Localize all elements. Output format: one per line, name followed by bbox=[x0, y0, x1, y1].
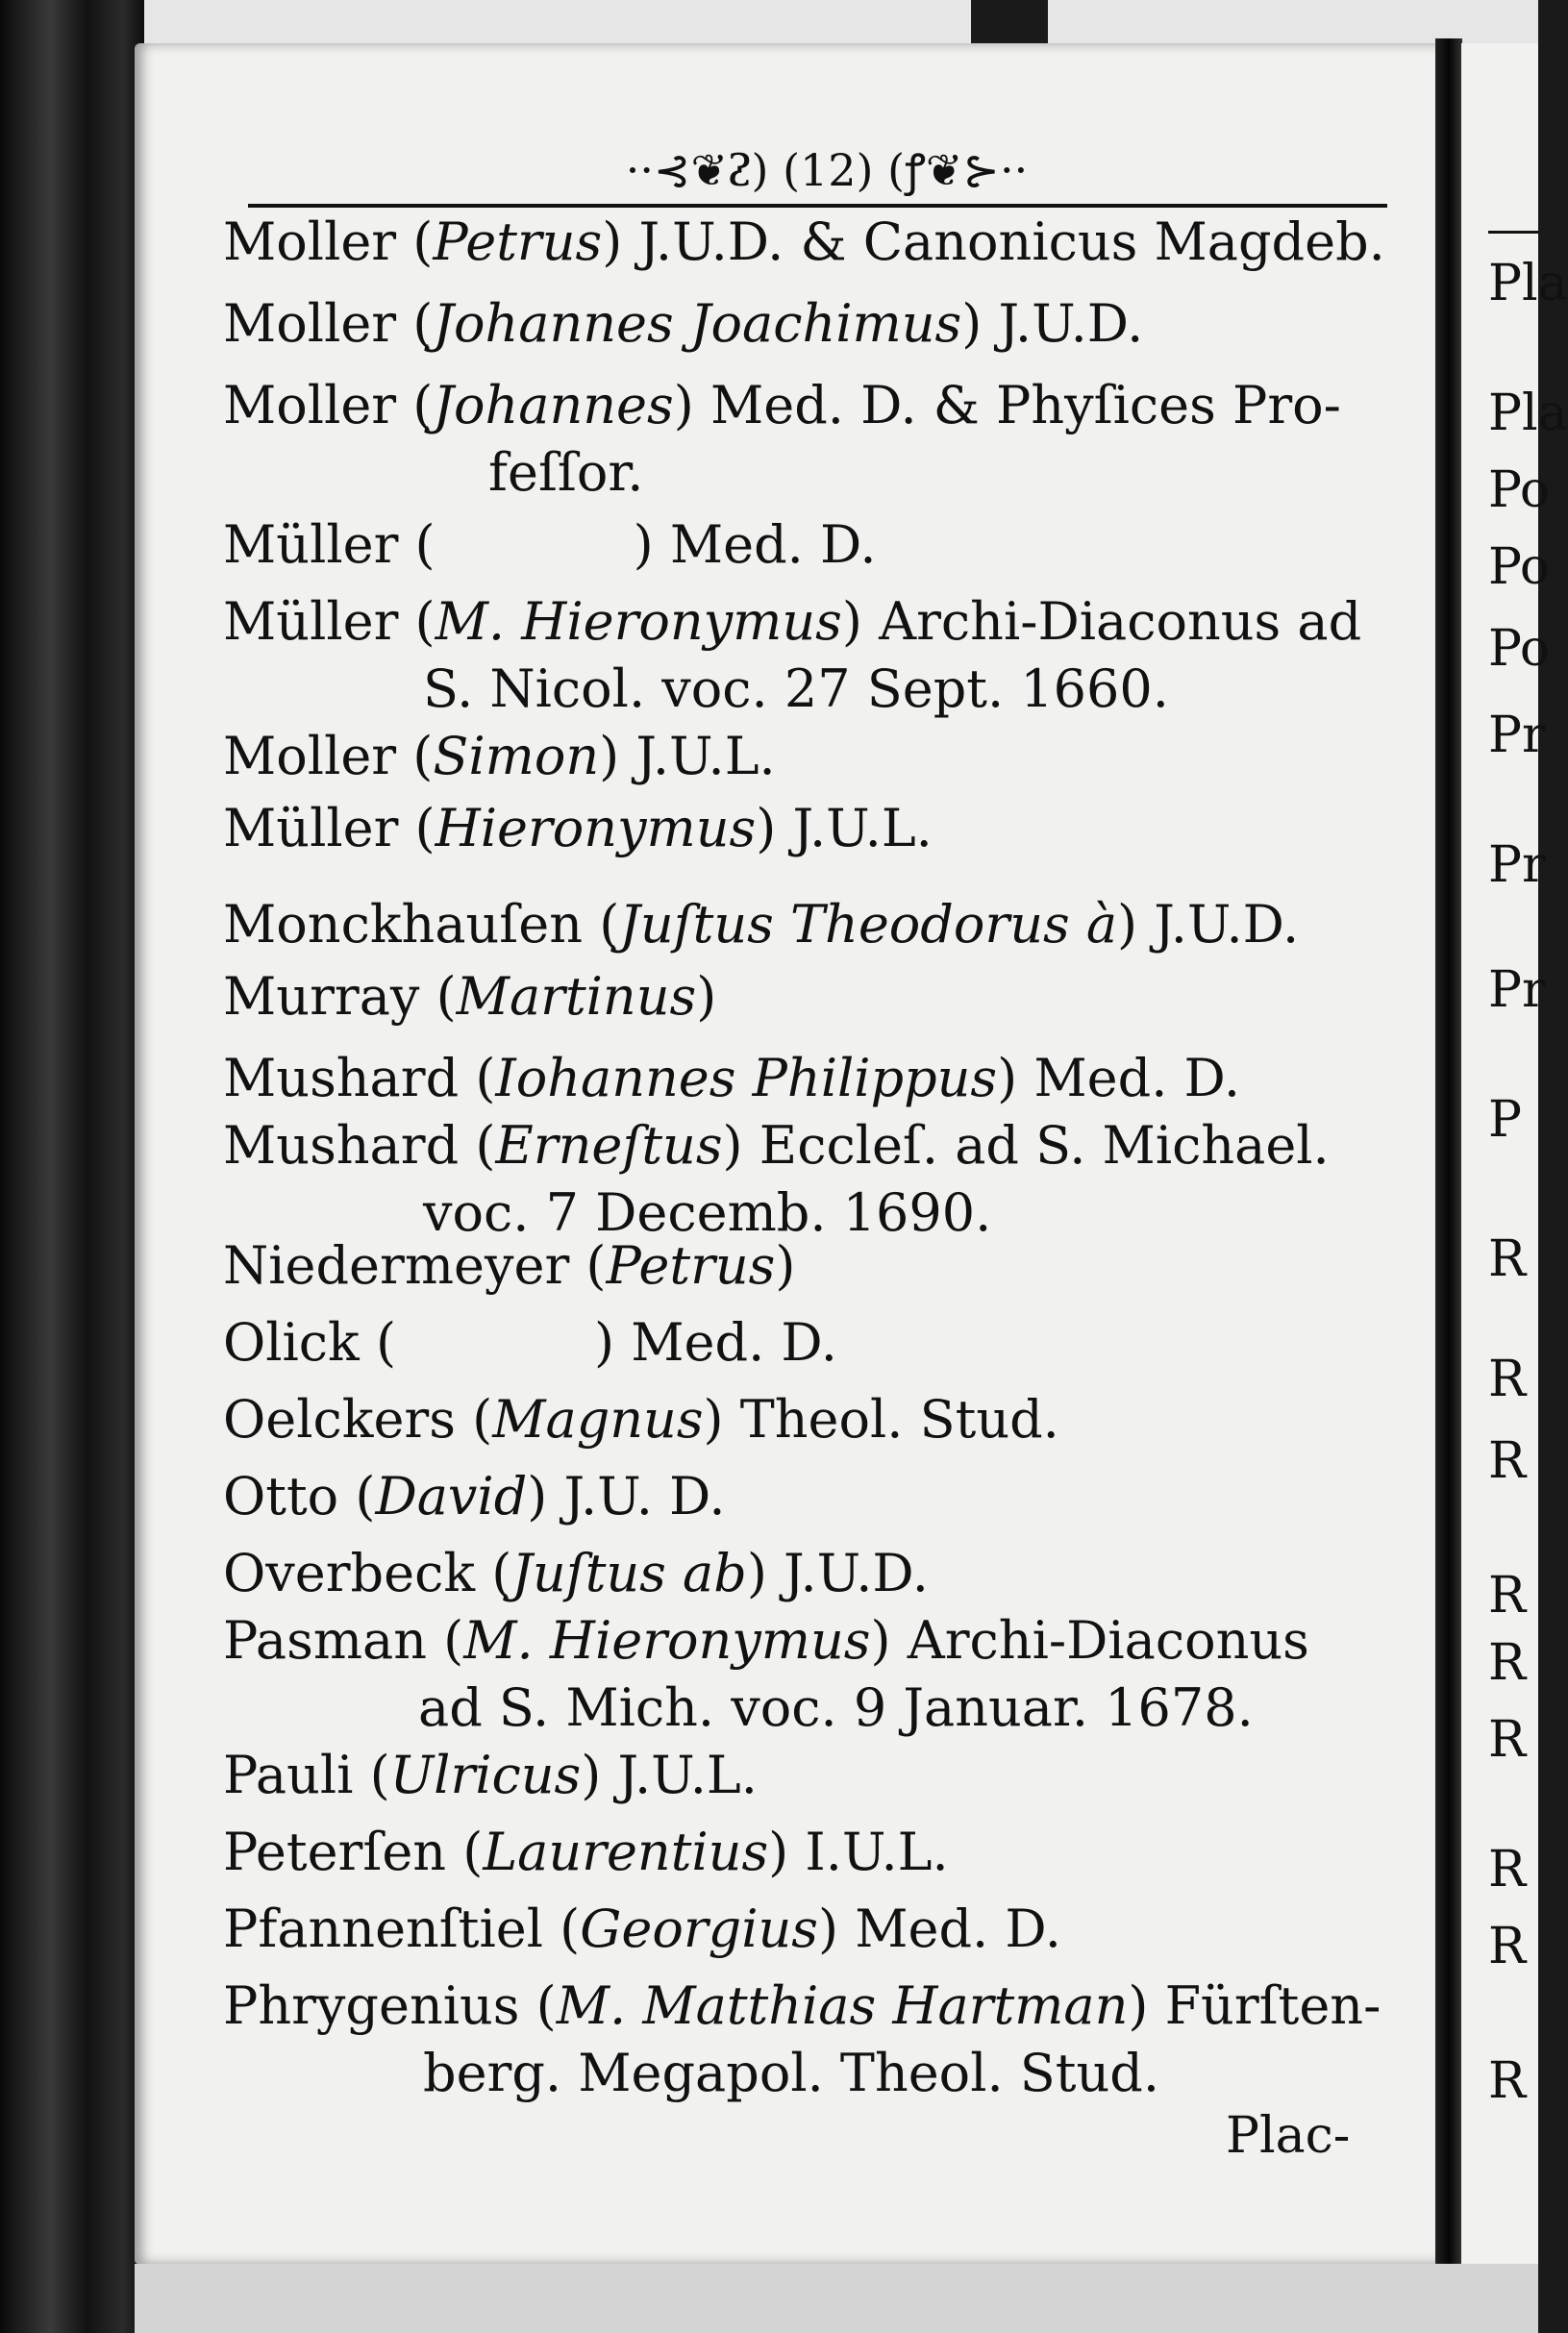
entry-surname: Müller bbox=[223, 591, 415, 652]
adjacent-page-fragment: Pla bbox=[1488, 385, 1568, 442]
entry-given-name: (Johannes) bbox=[412, 375, 710, 435]
entry-surname: Murray bbox=[223, 966, 436, 1027]
entry-given-name: (Petrus) bbox=[585, 1235, 812, 1296]
entry-continuation: feſſor. bbox=[488, 442, 644, 503]
entry-given-name: (Laurentius) bbox=[462, 1822, 806, 1882]
entry-surname: Moller bbox=[223, 211, 413, 272]
register-entry bbox=[223, 1235, 812, 1296]
entry-surname: Müller bbox=[223, 514, 415, 575]
entry-given-name: (Iohannes Philippus) bbox=[475, 1048, 1034, 1108]
entry-description: J.U. D. bbox=[563, 1466, 726, 1526]
register-entry bbox=[223, 293, 1144, 354]
entry-given-name: (Ulricus) bbox=[369, 1745, 618, 1805]
entry-given-name: (Georgius) bbox=[560, 1899, 856, 1959]
register-entry bbox=[223, 1745, 758, 1805]
adjacent-page-fragment: R bbox=[1488, 1634, 1527, 1692]
entry-given-name: ( ) bbox=[375, 1312, 632, 1373]
page-gutter bbox=[1435, 38, 1462, 2288]
scan-background-top-dark bbox=[971, 0, 1048, 43]
entry-surname: Müller bbox=[223, 798, 415, 858]
entry-given-name: (M. Matthias Hartman) bbox=[535, 1975, 1165, 2036]
entry-surname: Pasman bbox=[223, 1610, 444, 1671]
adjacent-page-fragment: R bbox=[1488, 1230, 1527, 1288]
header-rule bbox=[248, 204, 1387, 208]
entry-given-name: (Juſtus Theodorus à) bbox=[599, 894, 1155, 955]
entry-surname: Peterſen bbox=[223, 1822, 463, 1882]
adjacent-page-fragment: R bbox=[1488, 1351, 1527, 1408]
scan-background-top bbox=[144, 0, 1538, 43]
entry-continuation: berg. Megapol. Theol. Stud. bbox=[423, 2043, 1159, 2103]
adjacent-page-fragment: R bbox=[1488, 1567, 1527, 1625]
entry-surname: Pauli bbox=[223, 1745, 370, 1805]
catchword: Plac- bbox=[1226, 2107, 1351, 2165]
entry-description: J.U.D. & Canonicus Magdeb. bbox=[638, 211, 1385, 272]
register-entry bbox=[223, 894, 1300, 955]
entry-description: J.U.L. bbox=[635, 726, 776, 786]
entry-given-name: (M. Hieronymus) bbox=[443, 1610, 908, 1671]
entry-given-name: (Juſtus ab) bbox=[491, 1543, 784, 1603]
register-entry bbox=[223, 798, 933, 858]
entry-description: I.U.L. bbox=[805, 1822, 949, 1882]
entry-given-name: (David) bbox=[355, 1466, 564, 1526]
adjacent-page-fragment: Po bbox=[1488, 461, 1551, 519]
entry-surname: Mushard bbox=[223, 1115, 476, 1176]
register-entry bbox=[223, 211, 1385, 272]
adjacent-page-fragment: Po bbox=[1488, 620, 1551, 678]
entry-given-name: ( ) bbox=[414, 514, 670, 575]
entry-given-name: (M. Hieronymus) bbox=[414, 591, 880, 652]
entry-description: J.U.D. bbox=[998, 293, 1144, 354]
entry-surname: Moller bbox=[223, 293, 413, 354]
entry-description: J.U.L. bbox=[792, 798, 933, 858]
entry-given-name: (Simon) bbox=[412, 726, 636, 786]
entry-description: J.U.L. bbox=[617, 1745, 758, 1805]
entry-surname: Mushard bbox=[223, 1048, 476, 1108]
register-entry bbox=[223, 726, 776, 786]
entry-surname: Olick bbox=[223, 1312, 376, 1373]
adjacent-page-fragment: Pr bbox=[1488, 836, 1546, 894]
book-spine bbox=[0, 0, 144, 2333]
entry-description: Med. D. & Phyſices Pro- bbox=[709, 375, 1341, 435]
entry-given-name: (Petrus) bbox=[412, 211, 639, 272]
entry-description: Archi-Diaconus bbox=[907, 1610, 1309, 1671]
entry-continuation: ad S. Mich. voc. 9 Januar. 1678. bbox=[418, 1677, 1254, 1738]
adjacent-page-fragment: R bbox=[1488, 1841, 1527, 1899]
adjacent-page-fragment: Pla bbox=[1488, 255, 1568, 312]
entry-surname: Moller bbox=[223, 726, 413, 786]
register-entry bbox=[223, 375, 1341, 435]
adjacent-page-fragment: R bbox=[1488, 1918, 1527, 1975]
page-number-header: ··⊰❦ᴤ) (12) (ꝭ❦⊱·· bbox=[625, 144, 1029, 196]
adjacent-page-fragment: R bbox=[1488, 2052, 1527, 2110]
entry-description: Med. D. bbox=[631, 1312, 837, 1373]
entry-description: Med. D. bbox=[855, 1899, 1061, 1959]
register-entry bbox=[223, 591, 1362, 652]
adjacent-page-fragment: Pr bbox=[1488, 961, 1546, 1019]
register-entry bbox=[223, 1312, 837, 1373]
entry-given-name: (Martinus) bbox=[436, 966, 734, 1027]
entry-given-name: (Magnus) bbox=[472, 1389, 740, 1450]
register-entry bbox=[223, 1899, 1061, 1959]
register-entry bbox=[223, 514, 877, 575]
register-entry bbox=[223, 966, 734, 1027]
entry-description: J.U.D. bbox=[1154, 894, 1300, 955]
register-entry bbox=[223, 1466, 726, 1526]
entry-surname: Moller bbox=[223, 375, 413, 435]
entry-continuation: voc. 7 Decemb. 1690. bbox=[423, 1182, 992, 1243]
entry-given-name: (Johannes Joachimus) bbox=[412, 293, 999, 354]
entry-surname: Phrygenius bbox=[223, 1975, 536, 2036]
entry-description: J.U.D. bbox=[784, 1543, 929, 1603]
entry-surname: Pfannenſtiel bbox=[223, 1899, 560, 1959]
register-entry bbox=[223, 1610, 1309, 1671]
entry-description: Med. D. bbox=[1033, 1048, 1241, 1108]
register-entry bbox=[223, 1822, 949, 1882]
entry-description: Theol. Stud. bbox=[739, 1389, 1059, 1450]
entry-surname: Otto bbox=[223, 1466, 356, 1526]
register-entry bbox=[223, 1975, 1381, 2036]
entry-description: Eccleſ. ad S. Michael. bbox=[759, 1115, 1330, 1176]
entry-given-name: (Hieronymus) bbox=[414, 798, 793, 858]
adjacent-page-fragment: Po bbox=[1488, 538, 1551, 596]
register-entry bbox=[223, 1115, 1330, 1176]
entry-given-name: (Erneſtus) bbox=[475, 1115, 759, 1176]
entry-surname: Niedermeyer bbox=[223, 1235, 586, 1296]
entry-continuation: S. Nicol. voc. 27 Sept. 1660. bbox=[423, 658, 1169, 719]
entry-description: Fürſten- bbox=[1164, 1975, 1381, 2036]
adjacent-page-fragment: R bbox=[1488, 1432, 1527, 1490]
entry-surname: Oelckers bbox=[223, 1389, 473, 1450]
scan-background-bottom bbox=[135, 2264, 1538, 2333]
adjacent-page-fragment: R bbox=[1488, 1711, 1527, 1769]
register-entry bbox=[223, 1389, 1059, 1450]
adjacent-page-fragment: P bbox=[1488, 1091, 1522, 1149]
entry-description: Med. D. bbox=[669, 514, 877, 575]
entry-surname: Monckhauſen bbox=[223, 894, 600, 955]
entry-description: Archi-Diaconus ad bbox=[879, 591, 1362, 652]
adjacent-page-fragment: Pr bbox=[1488, 707, 1546, 764]
entry-surname: Overbeck bbox=[223, 1543, 492, 1603]
register-entry bbox=[223, 1543, 929, 1603]
register-entry bbox=[223, 1048, 1241, 1108]
adjacent-page-rule bbox=[1488, 231, 1538, 234]
